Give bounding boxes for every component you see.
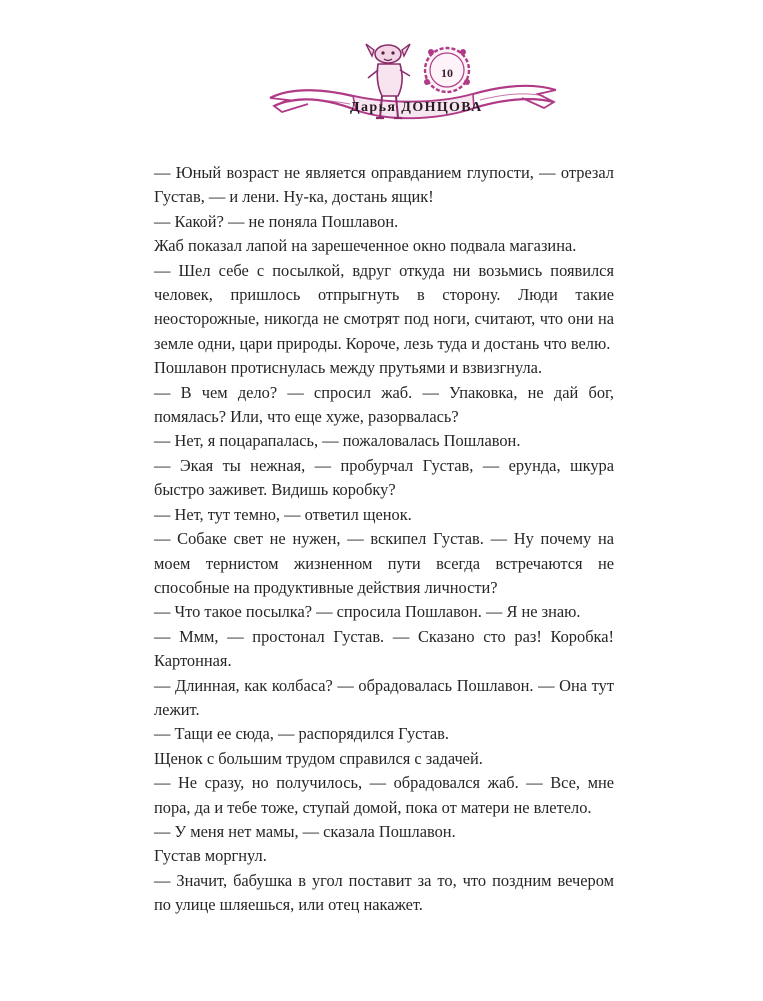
paragraph: — Ммм, — простонал Густав. — Сказано сто раз! Коробка! Картонная.	[154, 626, 614, 671]
author-name: Дарья ДОНЦОВА	[350, 100, 483, 115]
paragraph: — Тащи ее сюда, — распорядился Густав.	[154, 724, 449, 744]
paragraph: — В чем дело? — спросил жаб. — Упаковка, не дай бог, помялась? Или, что еще хуже, разорвалась?	[154, 382, 614, 427]
page-number: 10	[441, 66, 453, 80]
paragraph: Жаб показал лапой на зарешеченное окно подвала магазина.	[154, 236, 577, 256]
paragraph: — Длинная, как колбаса? — обрадовалась Пошлавон. — Она тут лежит.	[154, 675, 614, 719]
paragraph: Щенок с большим трудом справился с задачей.	[154, 748, 483, 768]
paragraph: Густав моргнул.	[154, 846, 267, 866]
paragraph: — Нет, я поцарапалась, — пожаловалась Пошлавон.	[154, 431, 521, 451]
body-text	[154, 161, 614, 918]
paragraph: — Не сразу, но получилось, — обрадовался жаб. — Все, мне пора, да и тебе тоже, ступай домой, пока от матери не влетело.	[154, 773, 614, 817]
paragraph: — Экая ты нежная, — пробурчал Густав, — ерунда, шкура быстро заживет. Видишь коробку?	[154, 455, 614, 500]
paragraph: — Какой? — не поняла Пошлавон.	[154, 211, 399, 231]
paragraph: — Шел себе с посылкой, вдруг откуда ни возьмись появился человек, пришлось отпрыгнуть в сторону. Люди такие неосторожные, никогда не смотрят под ноги, считают, что они на земле одни, цари природы. Короче, лезь туда и достань что велю.	[154, 260, 614, 353]
paragraph: — Нет, тут темно, — ответил щенок.	[154, 504, 412, 524]
paragraph: — Значит, бабушка в угол поставит за то, что поздним вечером по улице шляешься, или отец накажет.	[154, 870, 614, 915]
paragraph: Пошлавон протиснулась между прутьями и взвизгнула.	[154, 358, 543, 378]
ribbon-decoration-icon	[268, 38, 558, 138]
paragraph: — У меня нет мамы, — сказала Пошлавон.	[154, 821, 456, 841]
paragraph: — Что такое посылка? — спросила Пошлавон. — Я не знаю.	[154, 602, 581, 622]
paragraph: — Собаке свет не нужен, — вскипел Густав. — Ну почему на моем тернистом жизненном пути всегда встречаются не способные на продуктивные действия личности?	[154, 529, 614, 597]
paragraph: — Юный возраст не является оправданием глупости, — отрезал Густав, — и лени. Ну-ка, достань ящик!	[154, 163, 614, 207]
running-header	[268, 38, 558, 138]
